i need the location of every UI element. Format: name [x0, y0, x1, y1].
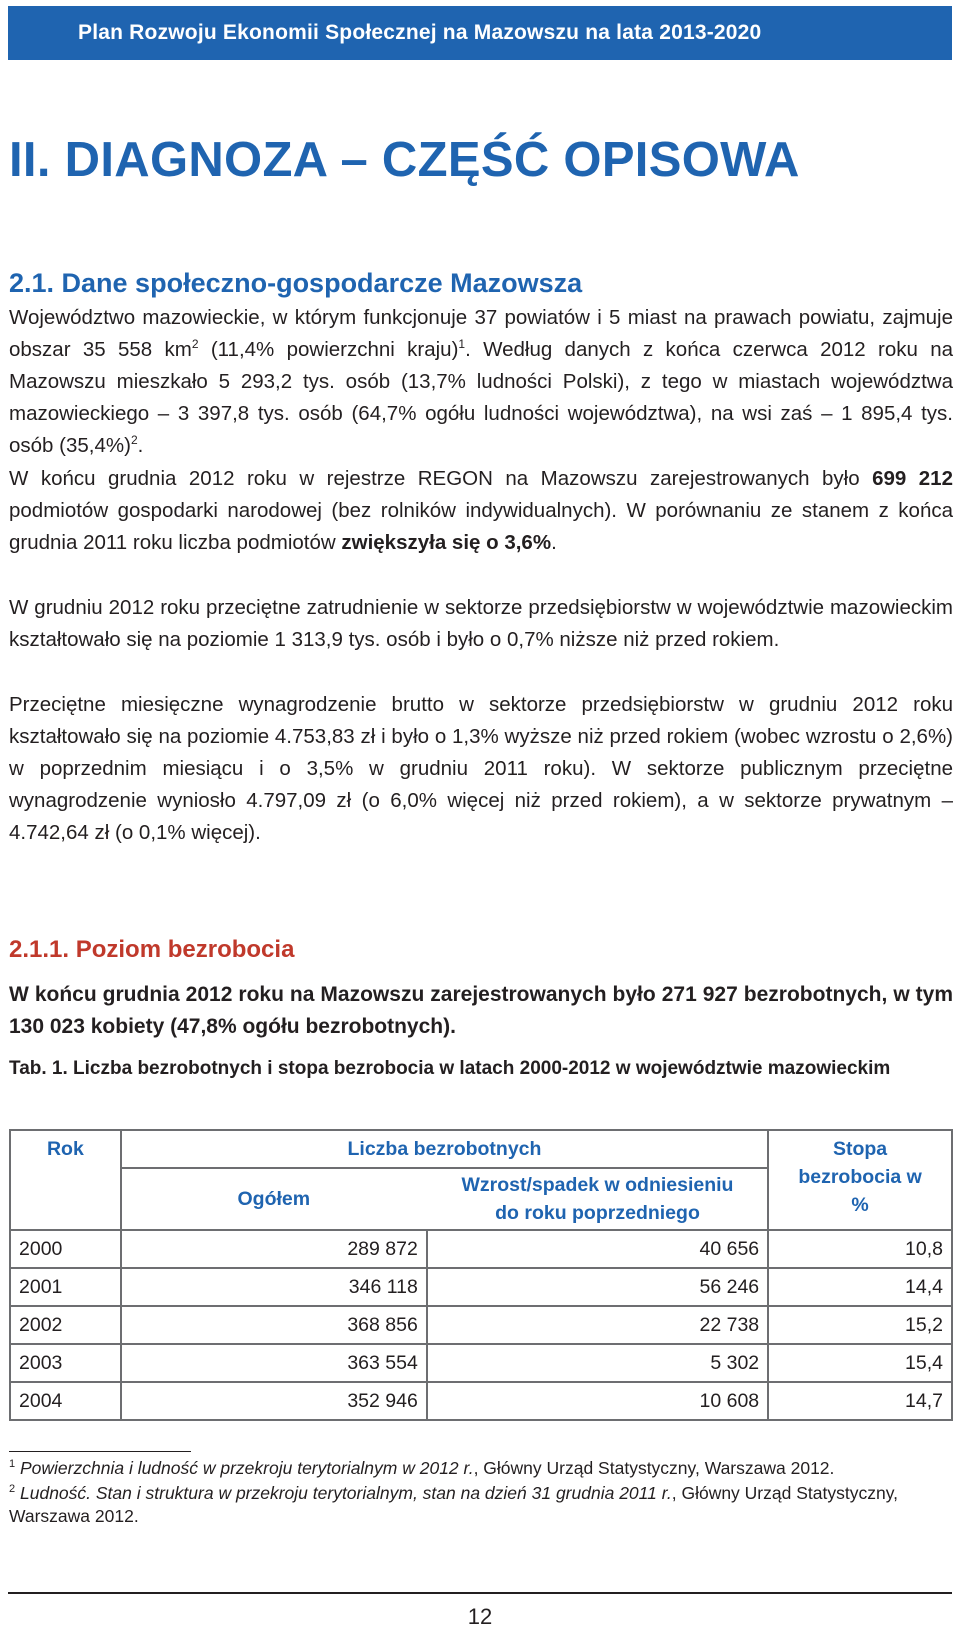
- header-wzrost: Wzrost/spadek w odniesieniu do roku poprzedniego: [427, 1168, 768, 1230]
- paragraph-population: [9, 302, 953, 462]
- footnote-number: 1: [9, 1458, 16, 1471]
- footnote-divider: [9, 1451, 191, 1452]
- cell-rate: 15,4: [768, 1344, 952, 1382]
- p1-superscript: 2: [191, 337, 199, 352]
- p2-bold-number: 699 212: [872, 467, 953, 490]
- table-row: [10, 1268, 952, 1306]
- header-liczba-bezrobotnych: Liczba bezrobotnych: [121, 1130, 768, 1168]
- cell-total: 363 554: [121, 1344, 427, 1382]
- p2-text-a: W końcu grudnia 2012 roku w rejestrze REGON na Mazowszu zarejestrowanych było: [9, 467, 873, 490]
- cell-total: 368 856: [121, 1306, 427, 1344]
- footnote-source-title: Ludność. Stan i struktura w przekroju terytorialnym, stan na dzień 31 grudnia 2011 r.: [20, 1483, 672, 1503]
- p2-text-e: .: [551, 531, 557, 554]
- subsection-title: 2.1.1. Poziom bezrobocia: [9, 936, 295, 963]
- paragraph-wages: Przeciętne miesięczne wynagrodzenie brutto w sektorze przedsiębiorstw w grudniu 2012 roku kształtowało się na poziomie 4.753,83 zł i było o 1,3% wyższe niż przed rokiem (wobec wzrostu o 2,6%) w poprzednim miesiącu i o 3,5% w grudniu 2011 roku). W sektorze publicznym przeciętne wynagrodzenie wyniosło 4.797,09 zł (o 6,0% więcej niż przed rokiem), a w sektorze prywatnym – 4.742,64 zł (o 0,1% więcej).: [9, 693, 953, 844]
- cell-change: 22 738: [427, 1306, 768, 1344]
- footnote-2: [9, 1482, 953, 1528]
- paragraph-employment: W grudniu 2012 roku przeciętne zatrudnienie w sektorze przedsiębiorstw w województwie mazowieckim kształtowało się na poziomie 1 313,9 tys. osób i było o 0,7% niższe niż przed rokiem.: [9, 596, 953, 651]
- footnote-ref-1: 1: [458, 337, 466, 352]
- unemployment-table: [9, 1129, 953, 1421]
- cell-change: 5 302: [427, 1344, 768, 1382]
- cell-rate: 10,8: [768, 1230, 952, 1268]
- header-rok: Rok: [10, 1130, 121, 1230]
- footnote-ref-2: 2: [130, 433, 138, 448]
- cell-year: 2004: [10, 1382, 121, 1420]
- footnote-source-title: Powierzchnia i ludność w przekroju terytorialnym w 2012 r.: [20, 1458, 474, 1478]
- section-title: 2.1. Dane społeczno-gospodarcze Mazowsza: [9, 268, 583, 298]
- cell-year: 2003: [10, 1344, 121, 1382]
- header-stopa: Stopa bezrobocia w %: [768, 1130, 952, 1230]
- footnote-1: [9, 1457, 953, 1480]
- table-row: [10, 1344, 952, 1382]
- cell-year: 2002: [10, 1306, 121, 1344]
- footnote-source-publisher: , Główny Urząd Statystyczny, Warszawa 2012.: [473, 1458, 835, 1478]
- table-row: [10, 1382, 952, 1420]
- footnote-number: 2: [9, 1483, 16, 1496]
- cell-year: 2000: [10, 1230, 121, 1268]
- cell-change: 40 656: [427, 1230, 768, 1268]
- table-caption: Tab. 1. Liczba bezrobotnych i stopa bezrobocia w latach 2000-2012 w województwie mazowieckim: [9, 1058, 891, 1079]
- unemployment-summary: W końcu grudnia 2012 roku na Mazowszu zarejestrowanych było 271 927 bezrobotnych, w tym 130 023 kobiety (47,8% ogółu bezrobotnych).: [9, 983, 953, 1038]
- table-row: [10, 1230, 952, 1268]
- header-title: Plan Rozwoju Ekonomii Społecznej na Mazowszu na lata 2013-2020: [78, 21, 762, 44]
- p2-bold-growth: zwiększyła się o 3,6%: [341, 531, 552, 554]
- cell-change: 56 246: [427, 1268, 768, 1306]
- cell-year: 2001: [10, 1268, 121, 1306]
- cell-rate: 14,4: [768, 1268, 952, 1306]
- footnotes: [9, 1457, 953, 1530]
- page-number: 12: [467, 1604, 493, 1629]
- header-ogolem: Ogółem: [121, 1168, 427, 1230]
- p1-text-a: Województwo mazowieckie, w którym funkcjonuje 37 powiatów i 5 miast na prawach powiatu, zajmuje obszar 35 558 km: [9, 306, 953, 361]
- table-row: [10, 1306, 952, 1344]
- paragraph-regon: [9, 463, 953, 559]
- cell-rate: 15,2: [768, 1306, 952, 1344]
- p1-text-b: (11,4% powierzchni kraju): [198, 338, 459, 361]
- p2-text-c: podmiotów gospodarki narodowej (bez rolników indywidualnych). W porównaniu ze stanem z końca grudnia 2011 roku liczba podmiotów: [9, 499, 953, 554]
- cell-rate: 14,7: [768, 1382, 952, 1420]
- page-footer-divider: [8, 1592, 952, 1594]
- p1-text-c: . Według danych z końca czerwca 2012 roku na Mazowszu mieszkało 5 293,2 tys. osób (13,7% ludności Polski), z tego w miastach województwa mazowieckiego – 3 397,8 tys. osób (64,7% ogółu ludności województwa), na wsi zaś – 1 895,4 tys. osób (35,4%): [9, 338, 953, 457]
- chapter-title: II. DIAGNOZA – CZĘŚĆ OPISOWA: [9, 133, 800, 187]
- cell-total: 289 872: [121, 1230, 427, 1268]
- p1-text-d: .: [137, 434, 144, 457]
- footnote-source-publisher: , Główny Urząd Statystyczny, Warszawa 2012.: [9, 1483, 899, 1526]
- cell-total: 346 118: [121, 1268, 427, 1306]
- cell-total: 352 946: [121, 1382, 427, 1420]
- running-header: [8, 6, 952, 60]
- cell-change: 10 608: [427, 1382, 768, 1420]
